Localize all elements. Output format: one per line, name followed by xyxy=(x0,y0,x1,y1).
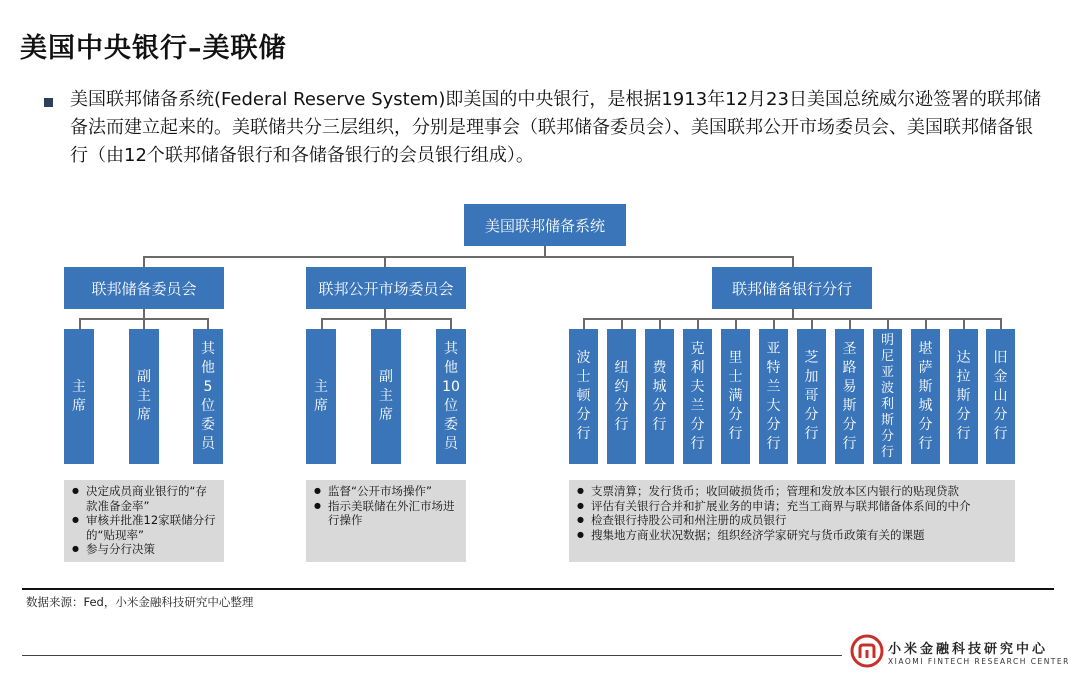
note-item: ● 参与分行决策 xyxy=(72,542,216,557)
connector xyxy=(321,318,323,329)
member-label: 副 主 席 xyxy=(379,369,393,423)
member-node xyxy=(371,329,401,464)
page-title: 美国中央银行–美联储 xyxy=(20,33,287,64)
member-label: 副 主 席 xyxy=(137,369,151,423)
member-label: 主 席 xyxy=(314,378,328,414)
connector xyxy=(79,318,81,329)
connector xyxy=(143,256,794,258)
note-item: ● 检查银行持股公司和州注册的成员银行 xyxy=(577,513,1007,528)
connector xyxy=(143,309,145,318)
branch-label: 波 士 顿 分 行 xyxy=(576,350,591,442)
branch-label: 明 尼 亚 波 利 斯 分 行 xyxy=(880,332,894,460)
member-node xyxy=(193,329,223,464)
divider xyxy=(22,588,1054,590)
branch-node xyxy=(835,329,864,464)
branch-node xyxy=(797,329,826,464)
branch-node xyxy=(607,329,636,464)
bullet-square-icon xyxy=(44,98,53,107)
branch-label: 旧 金 山 分 行 xyxy=(993,350,1008,442)
group-reserve-banks: 联邦储备银行分行 xyxy=(712,267,872,309)
branch-label: 里 士 满 分 行 xyxy=(728,350,743,442)
note-item: ● 评估有关银行合并和扩展业务的申请；充当工商界与联邦储备体系间的中介 xyxy=(577,499,1007,514)
branch-label: 费 城 分 行 xyxy=(652,359,667,433)
branch-label: 芝 加 哥 分 行 xyxy=(804,350,819,442)
branch-node xyxy=(759,329,788,464)
branch-label: 纽 约 分 行 xyxy=(614,359,629,433)
branch-node xyxy=(949,329,978,464)
connector xyxy=(887,318,889,329)
source-note: 数据来源：Fed，小米金融科技研究中心整理 xyxy=(26,595,254,609)
connector xyxy=(1000,318,1002,329)
branch-node xyxy=(873,329,902,464)
note-item: ● 监督“公开市场操作” xyxy=(314,484,458,499)
xiaomi-fintech-logo-icon xyxy=(850,634,884,668)
branch-label: 克 利 夫 兰 分 行 xyxy=(690,340,705,452)
branch-node xyxy=(645,329,674,464)
member-label: 其 他 5 位 委 员 xyxy=(201,340,215,452)
connector xyxy=(792,309,794,318)
note-item: ● 指示美联储在外汇市场进行操作 xyxy=(314,499,458,528)
branch-node xyxy=(986,329,1015,464)
group-board-of-governors: 联邦储备委员会 xyxy=(64,267,224,309)
connector xyxy=(697,318,699,329)
logo-name-en: XIAOMI FINTECH RESEARCH CENTER xyxy=(888,657,1070,666)
branch-label: 达 拉 斯 分 行 xyxy=(956,350,971,442)
connector xyxy=(735,318,737,329)
connector xyxy=(450,318,452,329)
connector xyxy=(143,318,145,329)
connector xyxy=(925,318,927,329)
member-label: 主 席 xyxy=(72,378,86,414)
connector xyxy=(207,318,209,329)
connector xyxy=(659,318,661,329)
connector xyxy=(583,318,585,329)
branch-label: 堪 萨 斯 城 分 行 xyxy=(918,340,933,452)
connector xyxy=(621,318,623,329)
connector xyxy=(849,318,851,329)
notes-reserve-banks xyxy=(569,480,1015,562)
member-label: 其 他 10 位 委 员 xyxy=(442,340,460,452)
connector xyxy=(384,256,386,267)
connector xyxy=(773,318,775,329)
branch-node xyxy=(721,329,750,464)
connector xyxy=(385,318,387,329)
connector xyxy=(811,318,813,329)
notes-board-of-governors xyxy=(64,480,224,562)
intro-paragraph: 美国联邦储备系统(Federal Reserve System)即美国的中央银行，是根据1913年12月23日美国总统威尔逊签署的联邦储备法而建立起来的。美联储共分三层组织，分别是理事会（联邦储备委员会）、美国联邦公开市场委员会、美国联邦储备银行（由12个联邦储备银行和各储备银行的会员银行组成）。 xyxy=(70,89,1041,166)
branch-node xyxy=(911,329,940,464)
note-item: ● 审核并批准12家联储分行的“贴现率” xyxy=(72,513,216,542)
notes-fomc xyxy=(306,480,466,562)
branch-node xyxy=(569,329,598,464)
connector xyxy=(792,256,794,267)
root-node: 美国联邦储备系统 xyxy=(464,204,626,246)
note-item: ● 支票清算；发行货币；收回破损货币；管理和发放本区内银行的贴现贷款 xyxy=(577,484,1007,499)
connector xyxy=(143,256,145,267)
member-node xyxy=(436,329,466,464)
group-fomc: 联邦公开市场委员会 xyxy=(306,267,466,309)
member-node xyxy=(64,329,94,464)
footer-divider xyxy=(22,655,842,656)
member-node xyxy=(306,329,336,464)
branch-label: 圣 路 易 斯 分 行 xyxy=(842,340,857,452)
connector xyxy=(963,318,965,329)
connector xyxy=(384,309,386,318)
logo-name-cn: 小米金融科技研究中心 xyxy=(888,642,1049,657)
note-item: ● 决定成员商业银行的“存款准备金率” xyxy=(72,484,216,513)
member-node xyxy=(129,329,159,464)
branch-label: 亚 特 兰 大 分 行 xyxy=(766,340,781,452)
branch-node xyxy=(683,329,712,464)
note-item: ● 搜集地方商业状况数据；组织经济学家研究与货币政策有关的课题 xyxy=(577,528,1007,543)
connector xyxy=(583,318,1000,320)
